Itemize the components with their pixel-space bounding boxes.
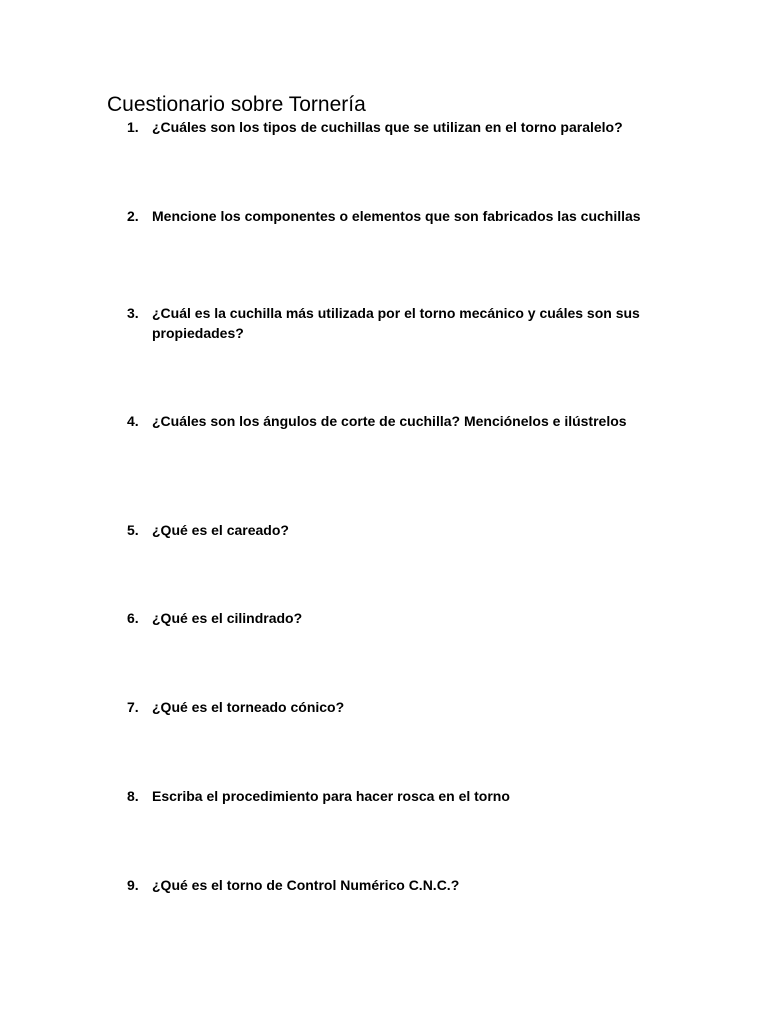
question-number: 2. [127,208,139,224]
question-number: 7. [127,699,139,715]
question-text: ¿Qué es el cilindrado? [152,610,303,626]
question-text: ¿Qué es el torno de Control Numérico C.N.C.? [152,877,460,893]
question-7 [127,697,667,717]
question-text: ¿Cuáles son los tipos de cuchillas que se utilizan en el torno paralelo? [152,119,623,135]
question-3 [127,303,667,343]
question-number: 6. [127,610,139,626]
question-6 [127,608,667,628]
question-text: Escriba el procedimiento para hacer rosca en el torno [152,788,510,804]
question-text: ¿Cuál es la cuchilla más utilizada por el torno mecánico y cuáles son sus propiedades? [152,305,640,341]
question-number: 3. [127,305,139,321]
document-title: Cuestionario sobre Tornería [107,93,366,116]
question-1 [127,117,667,137]
question-number: 5. [127,522,139,538]
question-4 [127,411,667,431]
question-number: 1. [127,119,139,135]
question-number: 4. [127,413,139,429]
question-number: 9. [127,877,139,893]
question-8 [127,786,667,806]
question-number: 8. [127,788,139,804]
question-text: ¿Qué es el careado? [152,522,289,538]
question-text: Mencione los componentes o elementos que son fabricados las cuchillas [152,208,641,224]
question-9 [127,875,667,895]
question-text: ¿Qué es el torneado cónico? [152,699,345,715]
question-2 [127,206,667,226]
question-5 [127,520,667,540]
question-text: ¿Cuáles son los ángulos de corte de cuchilla? Menciónelos e ilústrelos [152,413,627,429]
